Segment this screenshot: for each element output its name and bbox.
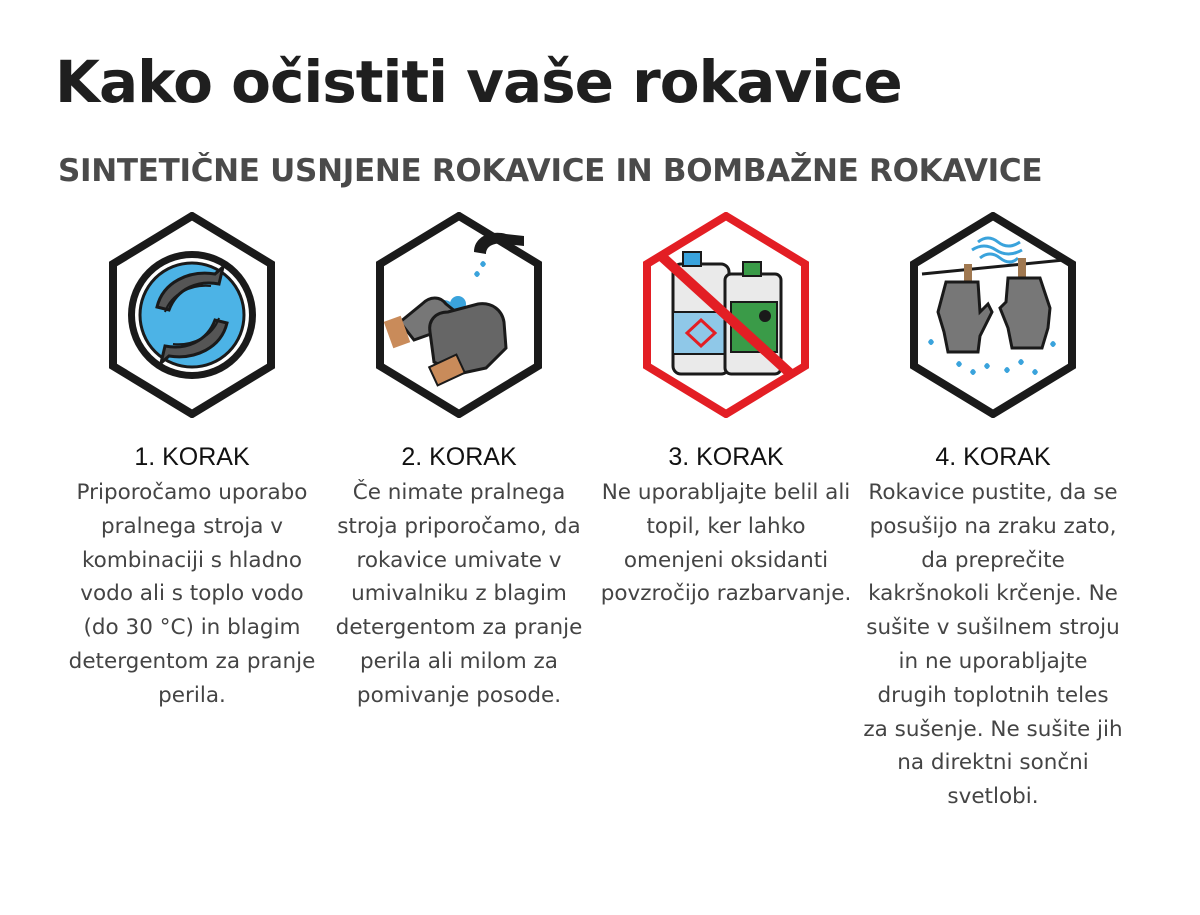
step-4-title: 4. KORAK <box>935 443 1051 471</box>
step-4 <box>860 212 1126 814</box>
step-2-title: 2. KORAK <box>401 443 517 471</box>
step-2-text: Če nimate pralnega stroja priporočamo, da rokavice umivate v umivalniku z blagim detergentom za pranje perila ali milom za pomivanje posode. <box>335 480 583 708</box>
hand-wash-icon <box>374 212 544 418</box>
step-3-title: 3. KORAK <box>668 443 784 471</box>
step-3-text: Ne uporabljajte belil ali topil, ker lahko omenjeni oksidanti povzročijo razbarvanje. <box>600 480 852 607</box>
washing-machine-drum-icon <box>107 212 277 418</box>
air-dry-icon <box>908 212 1078 418</box>
step-1-text: Priporočamo uporabo pralnega stroja v kombinaciji s hladno vodo ali s toplo vodo (do 30 °C) in blagim detergentom za pranje perila. <box>68 480 316 708</box>
no-bleach-icon <box>641 212 811 418</box>
step-1 <box>59 212 325 713</box>
step-4-text: Rokavice pustite, da se posušijo na zraku zato, da preprečite kakršnokoli krčenje. Ne sušite v sušilnem stroju in ne uporabljajte drugih toplotnih teles za sušenje. Ne sušite jih na direktni sončni svetlobi. <box>863 480 1123 810</box>
step-3 <box>593 212 859 611</box>
step-2 <box>326 212 592 713</box>
step-1-title: 1. KORAK <box>134 443 250 471</box>
page-subtitle: SINTETIČNE USNJENE ROKAVICE IN BOMBAŽNE ROKAVICE <box>58 153 1043 189</box>
page-title: Kako očistiti vaše rokavice <box>55 48 902 116</box>
